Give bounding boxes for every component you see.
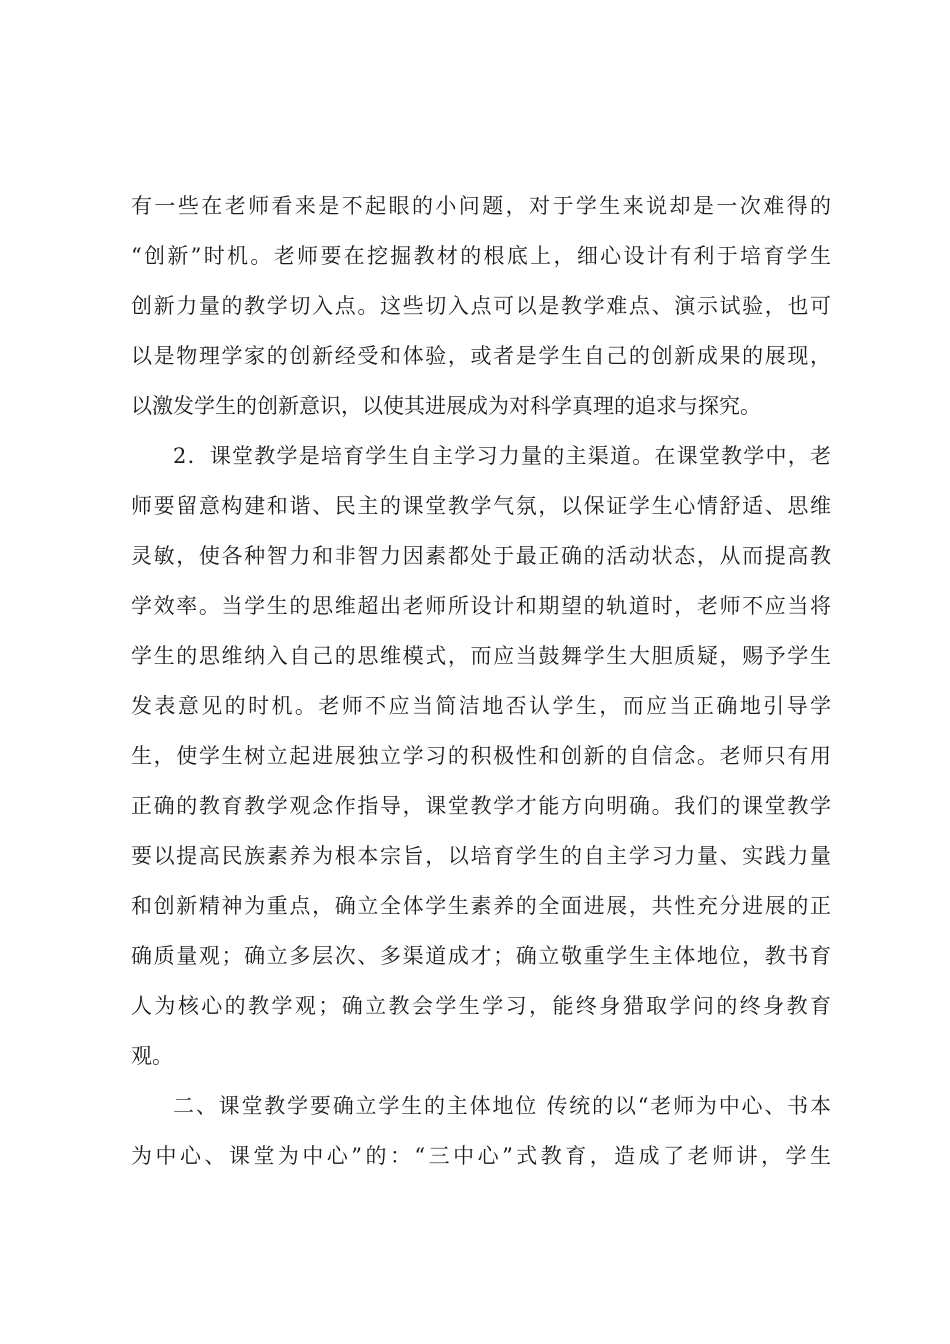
text-line: [0, 886, 950, 926]
text-line: [0, 236, 950, 276]
text-line: [0, 786, 950, 826]
text-line: [0, 436, 950, 476]
text-line-content: 学生的思维纳入自己的思维模式，而应当鼓舞学生大胆质疑，赐予学生: [131, 644, 831, 668]
text-line-content: 有一些在老师看来是不起眼的小问题，对于学生来说却是一次难得的: [131, 194, 831, 218]
text-line-content: 以是物理学家的创新经受和体验，或者是学生自己的创新成果的展现，: [131, 344, 831, 368]
text-line-content: 发表意见的时机。老师不应当简洁地否认学生，而应当正确地引导学: [131, 694, 831, 718]
text-line: [0, 1136, 950, 1176]
text-line-content: 和创新精神为重点，确立全体学生素养的全面进展，共性充分进展的正: [131, 894, 831, 918]
text-line: [0, 686, 950, 726]
text-line: [0, 586, 950, 626]
text-line: [0, 386, 950, 426]
text-line: [0, 1036, 950, 1076]
text-line: [0, 336, 950, 376]
text-line-content: 创新力量的教学切入点。这些切入点可以是教学难点、演示试验，也可: [131, 294, 831, 318]
text-line: [0, 986, 950, 1026]
text-line: [0, 936, 950, 976]
text-line-content: 2．课堂教学是培育学生自主学习力量的主渠道。在课堂教学中，老: [173, 444, 831, 468]
text-line-content: 以激发学生的创新意识，以使其进展成为对科学真理的追求与探究。: [131, 394, 761, 418]
text-line: [0, 536, 950, 576]
text-line-content: 确质量观；确立多层次、多渠道成才；确立敬重学生主体地位，教书育: [131, 944, 831, 968]
text-line-content: 二、课堂教学要确立学生的主体地位 传统的以“老师为中心、书本: [173, 1094, 831, 1118]
text-line: [0, 1086, 950, 1126]
text-line-content: 正确的教育教学观念作指导，课堂教学才能方向明确。我们的课堂教学: [131, 794, 831, 818]
text-line-content: 为中心、课堂为中心”的：“三中心”式教育，造成了老师讲，学生: [131, 1144, 831, 1168]
text-line: [0, 486, 950, 526]
text-line-content: 人为核心的教学观；确立教会学生学习，能终身猎取学问的终身教育: [131, 994, 831, 1018]
text-line: [0, 836, 950, 876]
text-line-content: “创新”时机。老师要在挖掘教材的根底上，细心设计有利于培育学生: [131, 244, 831, 268]
text-line-content: 观。: [131, 1044, 173, 1068]
text-line-content: 要以提高民族素养为根本宗旨，以培育学生的自主学习力量、实践力量: [131, 844, 831, 868]
text-line: [0, 636, 950, 676]
text-line: [0, 286, 950, 326]
text-line-content: 师要留意构建和谐、民主的课堂教学气氛，以保证学生心情舒适、思维: [131, 494, 831, 518]
text-line: [0, 736, 950, 776]
text-line-content: 生，使学生树立起进展独立学习的积极性和创新的自信念。老师只有用: [131, 744, 831, 768]
text-line: [0, 186, 950, 226]
text-line-content: 灵敏，使各种智力和非智力因素都处于最正确的活动状态，从而提高教: [131, 544, 831, 568]
text-line-content: 学效率。当学生的思维超出老师所设计和期望的轨道时，老师不应当将: [131, 594, 831, 618]
